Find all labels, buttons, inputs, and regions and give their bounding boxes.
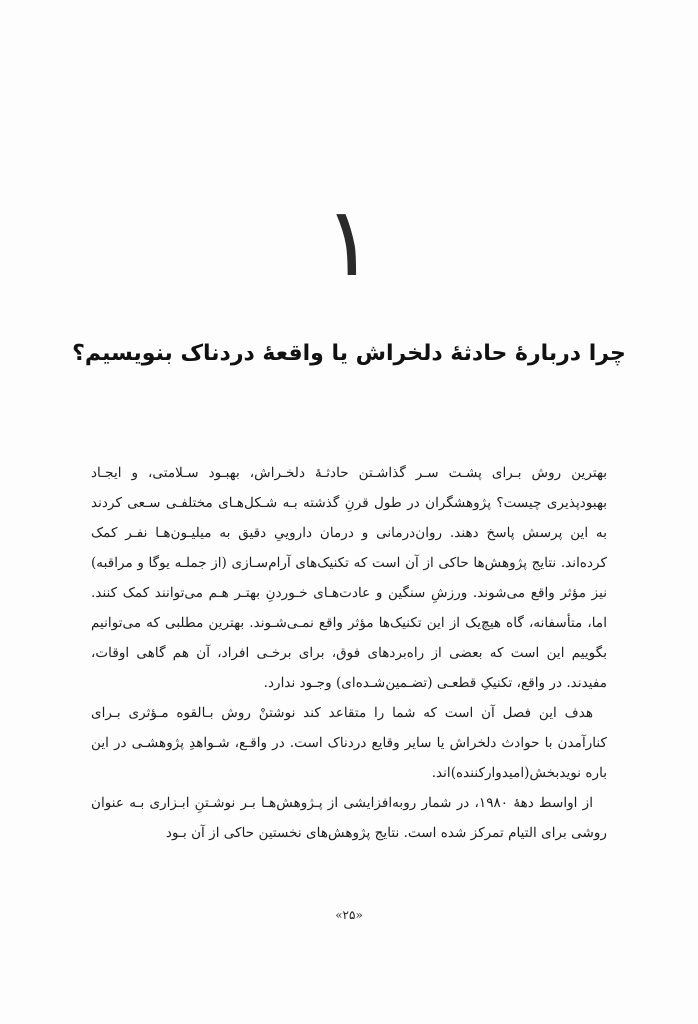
body-text	[91, 458, 607, 848]
page-number: «۲۵»	[335, 908, 363, 922]
chapter-title: چرا دربارهٔ حادثهٔ دلخراش یا واقعهٔ دردناک بنویسیم؟	[72, 341, 626, 366]
paragraph-1: بهترین روش بـرای پشـت سـر گذاشـتن حادثـهٔ دلخـراش، بهبـود سـلامتی، و ایجـاد بهبودپذیری چیست؟ پژوهشگران در طول قرنِ گذشته بـه شـکل‌هـای مختلفـی سـعی کردند به این پرسش پاسخ دهند. روان‌درمانی و درمان داروییِ دقیق به میلیـون‌هـا نفـر کمک کرده‌اند. نتایج پژوهش‌ها حاکی از آن است که تکنیک‌های آرام‌سـازی (از جملـه یوگا و مراقبه) نیز مؤثر واقع می‌شوند. ورزشِ سنگین و عادت‌هـای خـوردنِ بهتـر هـم می‌توانند کمک کنند. اما، متأسفانه، گاه هیچ‌یک از این تکنیک‌ها مؤثر واقع نمـی‌شـوند. بهترین مطلبی که می‌توانیم بگوییم این است که بعضی از راه‌بردهای فوق، برای برخـی افراد، آن هم گاهی اوقات، مفیدند. در واقع، تکنیکِ قطعـی (تضـمین‌شـده‌ای) وجـود ندارد.	[91, 465, 607, 691]
paragraph-2: هدف این فصل آن است که شما را متقاعد کند نوشتنْ روش بـالقوه مـؤثری بـرای کنارآمدن با حوادث دلخراش یا سایر وقایع دردناک است. در واقـع، شـواهدِ پژوهشـی در این باره نویدبخش(امیدوارکننده)اند.	[91, 705, 607, 781]
chapter-number: ۱	[323, 186, 375, 298]
paragraph-3: از اواسط دههٔ ۱۹۸۰، در شمار روبه‌افزایشی از پـژوهش‌هـا بـر نوشـتنِ ابـزاری بـه عنوان روشی برای التیام تمرکز شده است. نتایج پژوهش‌های نخستین حاکی از آن بـود	[91, 795, 607, 841]
